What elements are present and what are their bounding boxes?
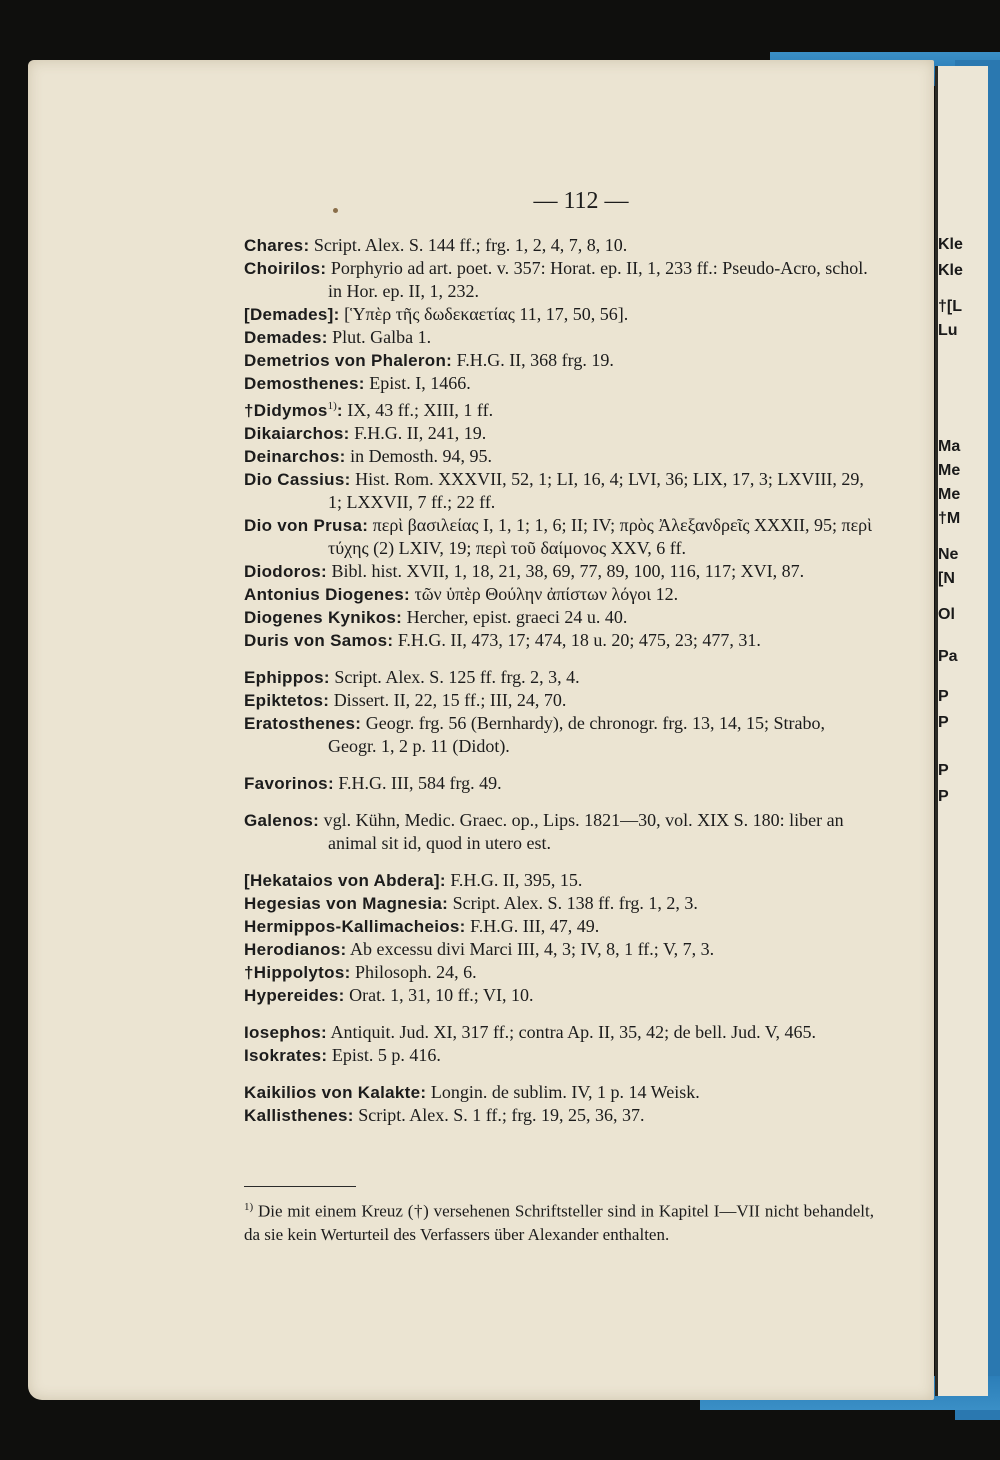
entry-citation: F.H.G. II, 241, 19. — [354, 423, 487, 443]
entry-author: Dikaiarchos: — [244, 424, 350, 443]
adjacent-page-fragment: Lu — [938, 322, 958, 339]
index-entry — [244, 938, 874, 961]
entry-citation: F.H.G. III, 47, 49. — [470, 916, 600, 936]
footnote-marker: 1) — [244, 1201, 254, 1213]
entry-citation: Longin. de sublim. IV, 1 p. 14 Weisk. — [430, 1082, 700, 1102]
entry-author: Choirilos: — [244, 259, 327, 278]
entry-author: Epiktetos: — [244, 691, 330, 710]
adjacent-page-fragment: Me — [938, 462, 961, 479]
entry-citation: Dissert. II, 22, 15 ff.; III, 24, 70. — [333, 690, 567, 710]
entry-author: Dio von Prusa: — [244, 516, 369, 535]
entry-author: †Didymos — [244, 401, 328, 420]
index-entry — [244, 583, 874, 606]
entry-author: Deinarchos: — [244, 447, 346, 466]
adjacent-page-fragment: P — [938, 688, 949, 705]
entry-citation: in Demosth. 94, 95. — [350, 446, 493, 466]
entry-citation: F.H.G. III, 584 frg. 49. — [338, 773, 502, 793]
adjacent-page-fragment: [N — [938, 570, 955, 587]
index-entry — [244, 445, 874, 468]
index-entry — [244, 234, 874, 257]
index-entry — [244, 395, 874, 422]
index-entry — [244, 984, 874, 1007]
entry-citation: Antiquit. Jud. XI, 317 ff.; contra Ap. II, 35, 42; de bell. Jud. V, 465. — [330, 1022, 816, 1042]
entry-citation: Plut. Galba 1. — [332, 327, 432, 347]
book-page — [28, 60, 934, 1400]
entry-citation: Hercher, epist. graeci 24 u. 40. — [406, 607, 628, 627]
footnote-rule — [244, 1186, 356, 1187]
entry-author: Chares: — [244, 236, 310, 255]
entry-citation: F.H.G. II, 473, 17; 474, 18 u. 20; 475, 23; 477, 31. — [397, 630, 761, 650]
adjacent-page-fragment: P — [938, 788, 949, 805]
adjacent-page-fragment: †M — [938, 510, 961, 527]
index-entry — [244, 712, 874, 758]
entry-author: Demosthenes: — [244, 374, 365, 393]
entry-citation: Script. Alex. S. 1 ff.; frg. 19, 25, 36, 37. — [358, 1105, 645, 1125]
entry-author: Iosephos: — [244, 1023, 327, 1042]
entry-citation: Geogr. frg. 56 (Bernhardy), de chronogr. frg. 13, 14, 15; Strabo, Geogr. 1, 2 p. 11 (Didot). — [328, 713, 826, 756]
adjacent-page-fragment: Me — [938, 486, 961, 503]
index-entry — [244, 257, 874, 303]
entry-citation: Bibl. hist. XVII, 1, 18, 21, 38, 69, 77, 89, 100, 116, 117; XVI, 87. — [331, 561, 805, 581]
index-entry — [244, 689, 874, 712]
index-entry — [244, 1104, 874, 1127]
entry-author: Demetrios von Phaleron: — [244, 351, 453, 370]
index-entry — [244, 772, 874, 795]
adjacent-page-fragment: †[L — [938, 298, 962, 315]
adjacent-page-fragment: Pa — [938, 648, 958, 665]
entry-author: Diogenes Kynikos: — [244, 608, 403, 627]
entry-author: Hypereides: — [244, 986, 345, 1005]
entry-author: Hermippos-Kallimacheios: — [244, 917, 466, 936]
entry-citation: Hist. Rom. XXXVII, 52, 1; LI, 16, 4; LVI, 36; LIX, 17, 3; LXVIII, 29, 1; LXXVII, 7 ff.; 22 ff. — [328, 469, 864, 512]
entry-citation: Script. Alex. S. 125 ff. frg. 2, 3, 4. — [334, 667, 580, 687]
entry-author: Dio Cassius: — [244, 470, 351, 489]
entry-author: Diodoros: — [244, 562, 327, 581]
index-entry — [244, 372, 874, 395]
entry-author: Favorinos: — [244, 774, 334, 793]
entry-author: Demades: — [244, 328, 328, 347]
index-entry — [244, 514, 874, 560]
entry-citation: Ab excessu divi Marci III, 4, 3; IV, 8, 1 ff.; V, 7, 3. — [350, 939, 715, 959]
adjacent-page-fragment: Kle — [938, 262, 963, 279]
entry-citation: Epist. I, 1466. — [369, 373, 471, 393]
entry-citation: F.H.G. II, 368 frg. 19. — [456, 350, 614, 370]
index-entry — [244, 560, 874, 583]
entry-author: Galenos: — [244, 811, 320, 830]
adjacent-page-fragment: Ma — [938, 438, 961, 455]
index-list — [244, 234, 874, 1127]
index-entry — [244, 422, 874, 445]
entry-citation: Script. Alex. S. 144 ff.; frg. 1, 2, 4, 7, 8, 10. — [313, 235, 628, 255]
entry-citation: περὶ βασιλείας I, 1, 1; 1, 6; II; IV; πρὸς Ἀλεξανδρεῖς XXXII, 95; περὶ τύχης (2) LXIV, 19; περὶ τοῦ δαίμονος XXV, 6 ff. — [328, 515, 872, 558]
entry-author: Herodianos: — [244, 940, 347, 959]
entry-author: Hegesias von Magnesia: — [244, 894, 449, 913]
adjacent-page-edge — [935, 66, 988, 1396]
index-entry — [244, 349, 874, 372]
entry-author: Isokrates: — [244, 1046, 328, 1065]
index-entry — [244, 1081, 874, 1104]
entry-citation: Orat. 1, 31, 10 ff.; VI, 10. — [349, 985, 534, 1005]
entry-author: Kallisthenes: — [244, 1106, 354, 1125]
adjacent-page-fragment: Kle — [938, 236, 963, 253]
index-entry — [244, 892, 874, 915]
entry-colon: : — [336, 401, 343, 420]
adjacent-page-fragment: P — [938, 714, 949, 731]
entry-author: Duris von Samos: — [244, 631, 394, 650]
index-entry — [244, 666, 874, 689]
entry-author: Antonius Diogenes: — [244, 585, 410, 604]
footnote-ref: 1) — [327, 400, 337, 412]
entry-author: [Hekataios von Abdera]: — [244, 871, 446, 890]
entry-citation: IX, 43 ff.; XIII, 1 ff. — [347, 400, 494, 420]
index-entry — [244, 606, 874, 629]
entry-author: Ephippos: — [244, 668, 330, 687]
entry-citation: Philosoph. 24, 6. — [355, 962, 477, 982]
entry-citation: Porphyrio ad art. poet. v. 357: Horat. ep. II, 1, 233 ff.: Pseudo-Acro, schol. in Hor. ep. II, 1, 232. — [328, 258, 868, 301]
footnote-text: Die mit einem Kreuz (†) versehenen Schriftsteller sind in Kapitel I—VII nicht behandelt, da sie kein Werturteil des Verfassers über Alexander enthalten. — [244, 1201, 874, 1244]
index-entry — [244, 468, 874, 514]
adjacent-page-fragment: Ne — [938, 546, 959, 563]
index-entry — [244, 1044, 874, 1067]
entry-author: [Demades]: — [244, 305, 340, 324]
index-entry — [244, 869, 874, 892]
entry-citation: vgl. Kühn, Medic. Graec. op., Lips. 1821—30, vol. XIX S. 180: liber an animal sit id, quod in utero est. — [323, 810, 844, 853]
index-entry — [244, 961, 874, 984]
entry-citation: Script. Alex. S. 138 ff. frg. 1, 2, 3. — [452, 893, 698, 913]
adjacent-page-fragment: Ol — [938, 606, 955, 623]
footnote — [244, 1196, 874, 1246]
entry-citation: Epist. 5 p. 416. — [331, 1045, 441, 1065]
entry-citation: F.H.G. II, 395, 15. — [450, 870, 583, 890]
entry-author: Eratosthenes: — [244, 714, 362, 733]
entry-author: Kaikilios von Kalakte: — [244, 1083, 427, 1102]
index-entry — [244, 326, 874, 349]
index-entry — [244, 809, 874, 855]
entry-citation: [Ὑπὲρ τῆς δωδεκαετίας 11, 17, 50, 56]. — [344, 304, 629, 324]
entry-citation: τῶν ὑπὲρ Θούλην ἀπίστων λόγοι 12. — [414, 584, 679, 604]
index-entry — [244, 303, 874, 326]
adjacent-page-fragment: P — [938, 762, 949, 779]
index-entry — [244, 1021, 874, 1044]
index-entry — [244, 629, 874, 652]
page-number: — 112 — — [533, 188, 629, 214]
entry-author: †Hippolytos: — [244, 963, 351, 982]
index-entry — [244, 915, 874, 938]
